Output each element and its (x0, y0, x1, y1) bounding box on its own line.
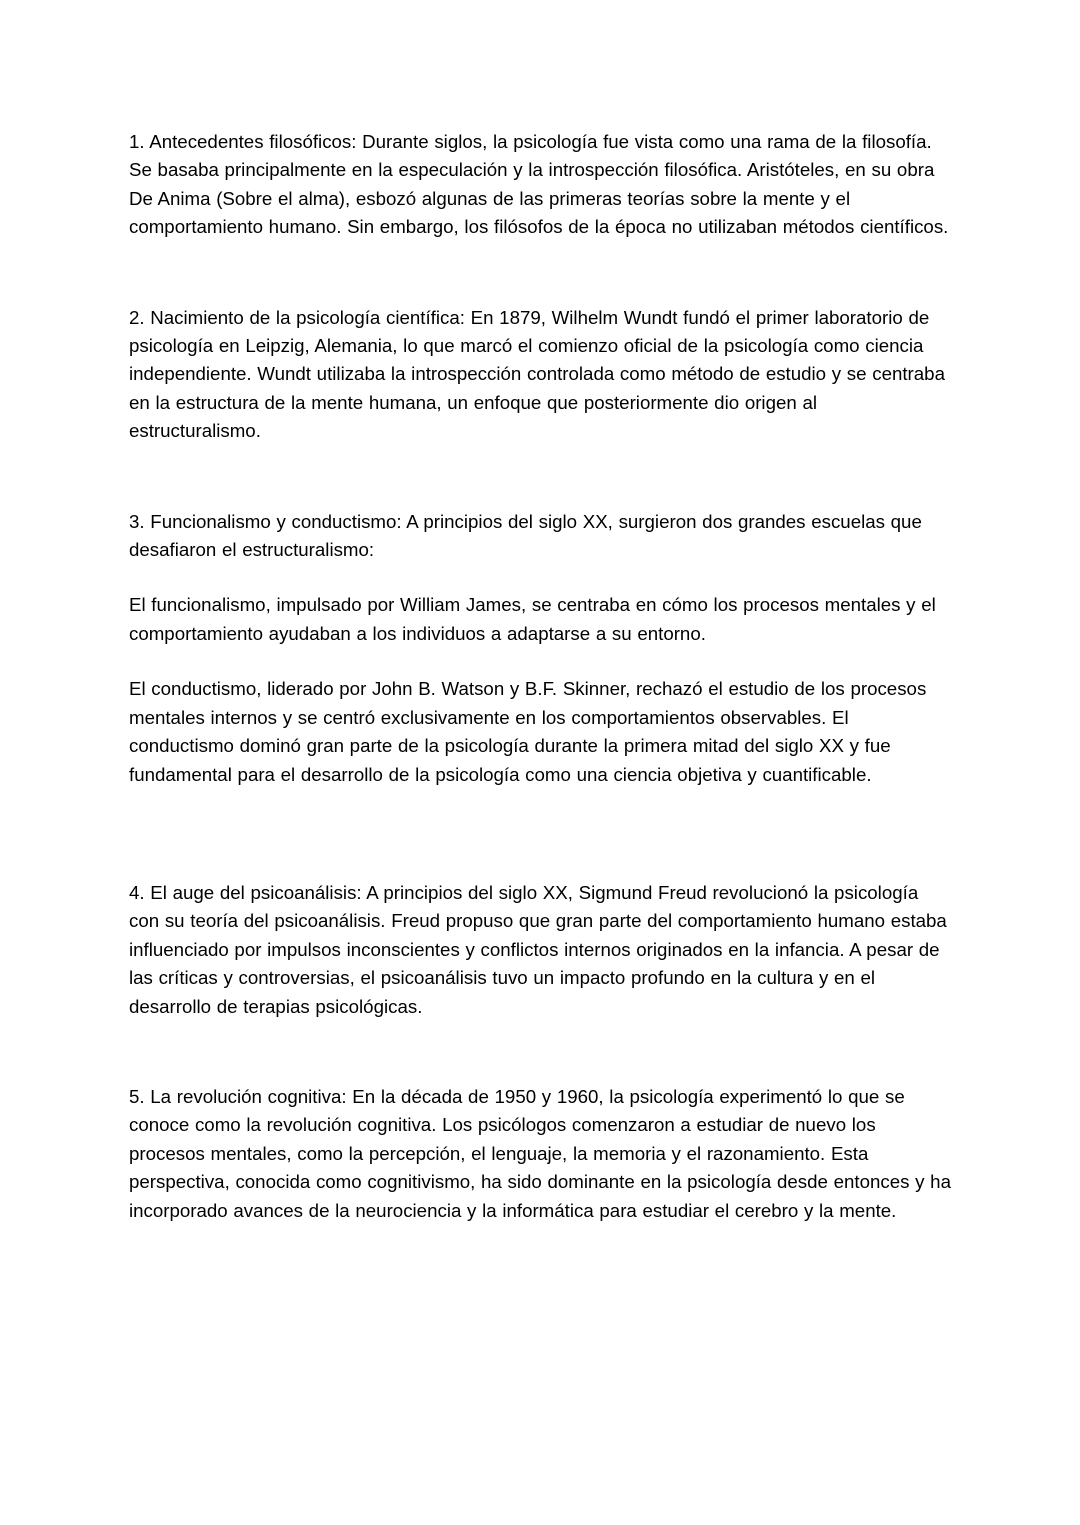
paragraph-section-5-revolucion-cognitiva: 5. La revolución cognitiva: En la década de 1950 y 1960, la psicología experimentó lo que se conoce como la revolución cognitiva. Los psicólogos comenzaron a estudiar de nuevo los procesos mentales, como la percepción, el lenguaje, la memoria y el razonamiento. Esta perspectiva, conocida como cognitivismo, ha sido dominante en la psicología desde entonces y ha incorporado avances de la neurociencia y la informática para estudiar el cerebro y la mente. (129, 1085, 951, 1221)
paragraph-section-3-funcionalismo: El funcionalismo, impulsado por William James, se centraba en cómo los procesos mentales y el comportamiento ayudaban a los individuos a adaptarse a su entorno. (129, 594, 936, 644)
paragraph-section-2-nacimiento-psicologia-cientifica: 2. Nacimiento de la psicología científica: En 1879, Wilhelm Wundt fundó el primer laboratorio de psicología en Leipzig, Alemania, lo que marcó el comienzo oficial de la psicología como ciencia independiente. Wundt utilizaba la introspección controlada como método de estudio y se centraba en la estructura de la mente humana, un enfoque que posteriormente dio origen al estructuralismo. (129, 306, 945, 442)
paragraph-section-1-antecedentes-filosoficos: 1. Antecedentes filosóficos: Durante siglos, la psicología fue vista como una rama de la filosofía. Se basaba principalmente en la especulación y la introspección filosófica. Aristóteles, en su obra De Anima (Sobre el alma), esbozó algunas de las primeras teorías sobre la mente y el comportamiento humano. Sin embargo, los filósofos de la época no utilizaban métodos científicos. (129, 131, 949, 238)
paragraph-section-3-funcionalismo-y-conductismo: 3. Funcionalismo y conductismo: A principios del siglo XX, surgieron dos grandes escuelas que desafiaron el estructuralismo: (129, 510, 922, 561)
paragraph-section-4-auge-del-psicoanalisis: 4. El auge del psicoanálisis: A principios del siglo XX, Sigmund Freud revolucionó la psicología con su teoría del psicoanálisis. Freud propuso que gran parte del comportamiento humano estaba influenciado por impulsos inconscientes y conflictos internos originados en la infancia. A pesar de las críticas y controversias, el psicoanálisis tuvo un impacto profundo en la cultura y en el desarrollo de terapias psicológicas. (129, 881, 947, 1017)
paragraph-section-3-conductismo: El conductismo, liderado por John B. Watson y B.F. Skinner, rechazó el estudio de los procesos mentales internos y se centró exclusivamente en los comportamientos observables. El conductismo dominó gran parte de la psicología durante la primera mitad del siglo XX y fue fundamental para el desarrollo de la psicología como una ciencia objetiva y cuantificable. (129, 678, 927, 785)
